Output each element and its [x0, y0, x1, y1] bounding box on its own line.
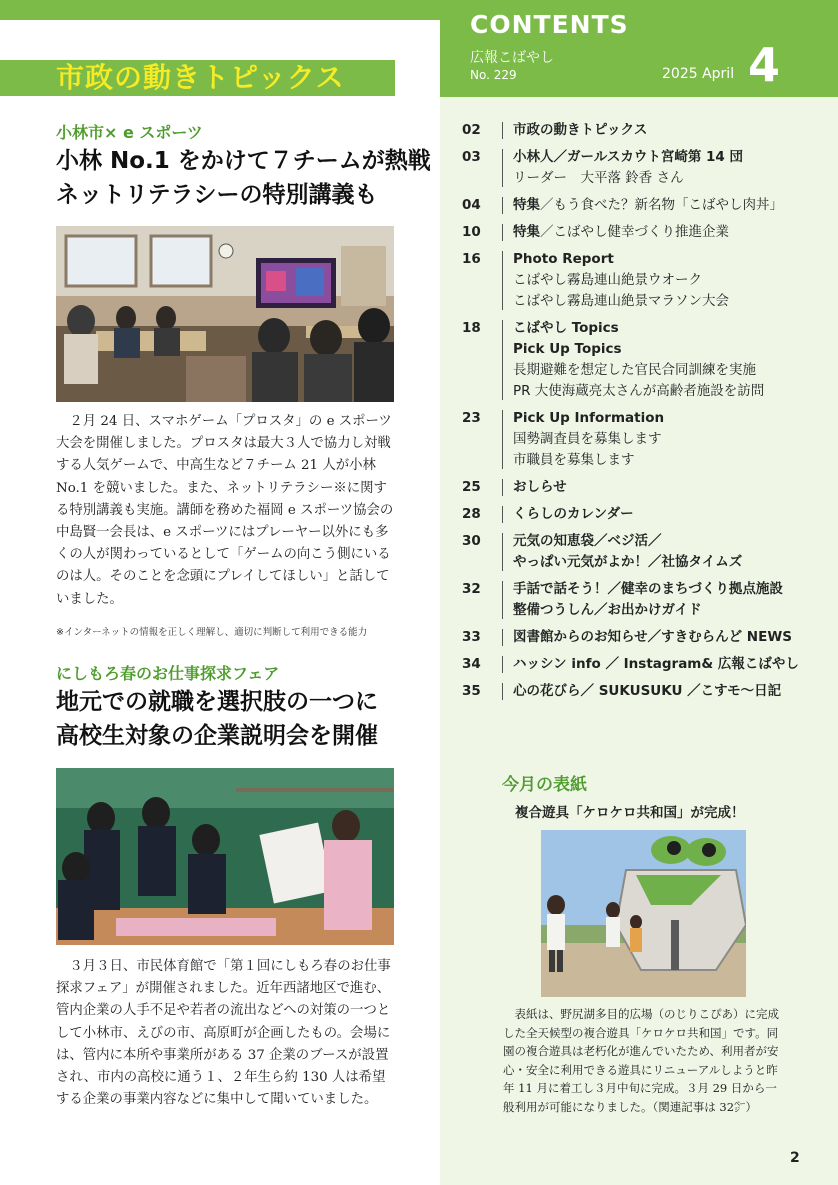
toc-entry-line: 特集／もう食べた？新名物「こばやし肉丼」	[513, 197, 783, 213]
toc-page-number: 35	[462, 683, 481, 699]
toc-entry-line: 市政の動きトピックス	[513, 122, 648, 138]
toc-entry	[513, 504, 822, 525]
toc-page-number: 23	[462, 410, 481, 426]
toc-entry-line: Photo Report	[513, 251, 614, 267]
toc-page-number: 03	[462, 149, 481, 165]
toc-divider	[502, 320, 503, 400]
article1-headline-line2: ネットリテラシーの特別講義も	[56, 182, 378, 208]
toc-entry-line: こばやし Topics	[513, 320, 619, 336]
toc-row	[462, 502, 822, 529]
toc-row	[462, 118, 822, 145]
toc-entry	[513, 654, 822, 675]
toc-entry-line: おしらせ	[513, 479, 567, 495]
toc-divider	[502, 224, 503, 241]
cover-subtitle: 複合遊具「ケロケロ共和国」が完成！	[515, 805, 745, 821]
toc-entry	[513, 249, 822, 312]
page-number: 2	[790, 1150, 800, 1166]
toc-page-number: 30	[462, 533, 481, 549]
toc-entry-line: ハッシン info ／ Instagram& 広報こばやし	[513, 656, 799, 672]
toc-page-number: 10	[462, 224, 481, 240]
toc-entry	[513, 318, 822, 402]
toc-divider	[502, 122, 503, 139]
toc-divider	[502, 251, 503, 310]
toc-page-number: 34	[462, 656, 481, 672]
issue-date: 2025 April	[662, 66, 735, 82]
toc-entry	[513, 531, 822, 573]
toc-entry-line: 国勢調査員を募集します	[513, 431, 662, 447]
toc-entry-line: Pick Up Information	[513, 410, 665, 426]
frog-playground-photo	[541, 830, 746, 997]
toc-divider	[502, 149, 503, 187]
classroom-photo	[56, 226, 394, 402]
article1-headline-line1: 小林 No.1 をかけて７チームが熱戦	[56, 148, 431, 174]
toc-entry-line: リーダー 大平落 鈴香 さん	[513, 170, 684, 186]
toc-entry	[513, 579, 822, 621]
toc-page-number: 02	[462, 122, 481, 138]
toc-page-number: 32	[462, 581, 481, 597]
toc-divider	[502, 479, 503, 496]
toc-entry-line: 市職員を募集します	[513, 452, 635, 468]
toc-entry-line: 元気の知恵袋／ベジ活／	[513, 533, 662, 549]
toc-entry-line: PR 大使海蔵亮太さんが高齢者施設を訪問	[513, 383, 765, 399]
toc-entry-line: 特集／こばやし健幸づくり推進企業	[513, 224, 729, 240]
toc-divider	[502, 197, 503, 214]
toc-entry-line: 図書館からのお知らせ／すきむらんど NEWS	[513, 629, 792, 645]
toc-row	[462, 625, 822, 652]
toc-row	[462, 679, 822, 706]
toc-row	[462, 316, 822, 406]
toc-entry-line: Pick Up Topics	[513, 341, 622, 357]
toc-divider	[502, 533, 503, 571]
toc-page-number: 33	[462, 629, 481, 645]
magazine-name: 広報こばやし	[470, 50, 554, 66]
toc-divider	[502, 683, 503, 700]
toc-entry	[513, 408, 822, 471]
toc-entry-line: やっぱい元気がよか！／社協タイムズ	[513, 554, 743, 570]
article2-kicker: にしもろ春のお仕事探求フェア	[56, 664, 280, 683]
toc-entry-line: こばやし霧島連山絶景マラソン大会	[513, 293, 729, 309]
job-fair-photo	[56, 768, 394, 945]
toc-page-number: 25	[462, 479, 481, 495]
toc-entry	[513, 681, 822, 702]
cover-section-title: 今月の表紙	[502, 775, 587, 795]
article2-headline-line2: 高校生対象の企業説明会を開催	[56, 723, 378, 749]
toc-entry-line: 長期避難を想定した官民合同訓練を実施	[513, 362, 756, 378]
article2-body: ３月３日、市民体育館で「第１回にしもろ春のお仕事探求フェア」が開催されました。近年西諸地区で進む、管内企業の人手不足や若者の流出などへの対策の一つとして小林市、えびの市、高原町が企画したもの。会場には、管内に本所や事業所がある 37 企業のブースが設置され、市内の高校に通う１、２年生ら約 130 人は希望する企業の事業内容などに集中して聞いていました。	[56, 959, 391, 1108]
toc-divider	[502, 581, 503, 619]
toc-page-number: 18	[462, 320, 481, 336]
toc-row	[462, 193, 822, 220]
toc-entry	[513, 627, 822, 648]
toc-entry	[513, 120, 822, 141]
toc-entry	[513, 477, 822, 498]
toc-page-number: 28	[462, 506, 481, 522]
article1-kicker: 小林市× e スポーツ	[56, 123, 203, 142]
toc-row	[462, 577, 822, 625]
toc-page-number: 16	[462, 251, 481, 267]
toc-entry	[513, 222, 822, 243]
toc-divider	[502, 656, 503, 673]
section-banner-title: 市政の動きトピックス	[56, 61, 345, 94]
toc-row	[462, 145, 822, 193]
toc-entry-line: 整備つうしん／お出かけガイド	[513, 602, 702, 618]
toc-divider	[502, 410, 503, 469]
toc-page-number: 04	[462, 197, 481, 213]
toc-row	[462, 220, 822, 247]
toc-entry	[513, 147, 822, 189]
article1-footnote: ※インターネットの情報を正しく理解し、適切に判断して利用できる能力	[56, 627, 368, 638]
contents-title: CONTENTS	[470, 10, 629, 39]
article1-body: ２月 24 日、スマホゲーム「プロスタ」の e スポーツ大会を開催しました。プロスタは最大３人で協力し対戦する人気ゲームで、中高生など７チーム 21 人が小林 No.1 を競いました。また、ネットリテラシー※に関する特別講義も実施。講師を務めた福岡 e スポーツ協会の中島賢一会長は、e スポーツにはプレーヤー以外にも多くの人が関わっているとして「ゲームの向こう側にいるのは人。そのことを念頭にプレイしてほしい」と話していました。	[56, 414, 394, 607]
toc-row	[462, 247, 822, 316]
issue-number: No. 229	[470, 68, 517, 82]
toc-entry-line: 心の花びら／ SUKUSUKU ／こすモ～日記	[513, 683, 782, 699]
toc-row	[462, 529, 822, 577]
toc-entry	[513, 195, 822, 216]
toc-row	[462, 475, 822, 502]
month-number: 4	[748, 38, 781, 92]
toc-entry-line: こばやし霧島連山絶景ウオーク	[513, 272, 702, 288]
toc-entry-line: 小林人／ガールスカウト宮崎第 14 団	[513, 149, 744, 165]
table-of-contents	[462, 118, 822, 706]
toc-divider	[502, 506, 503, 523]
toc-entry-line: くらしのカレンダー	[513, 506, 634, 522]
toc-entry-line: 手話で話そう！／健幸のまちづくり拠点施設	[513, 581, 783, 597]
toc-divider	[502, 629, 503, 646]
toc-row	[462, 406, 822, 475]
toc-row	[462, 652, 822, 679]
cover-description: 表紙は、野尻湖多目的広場（のじりこぴあ）に完成した全天候型の複合遊具「ケロケロ共和国」です。同園の複合遊具は老朽化が進んでいたため、利用者が安心・安全に利用できる遊具にリニューアルしようと昨年 11 月に着工し３月中旬に完成。３月 29 日から一般利用が可能になりました。（関連記事は 32㌻）	[503, 1007, 779, 1114]
article2-headline-line1: 地元での就職を選択肢の一つに	[56, 689, 378, 715]
